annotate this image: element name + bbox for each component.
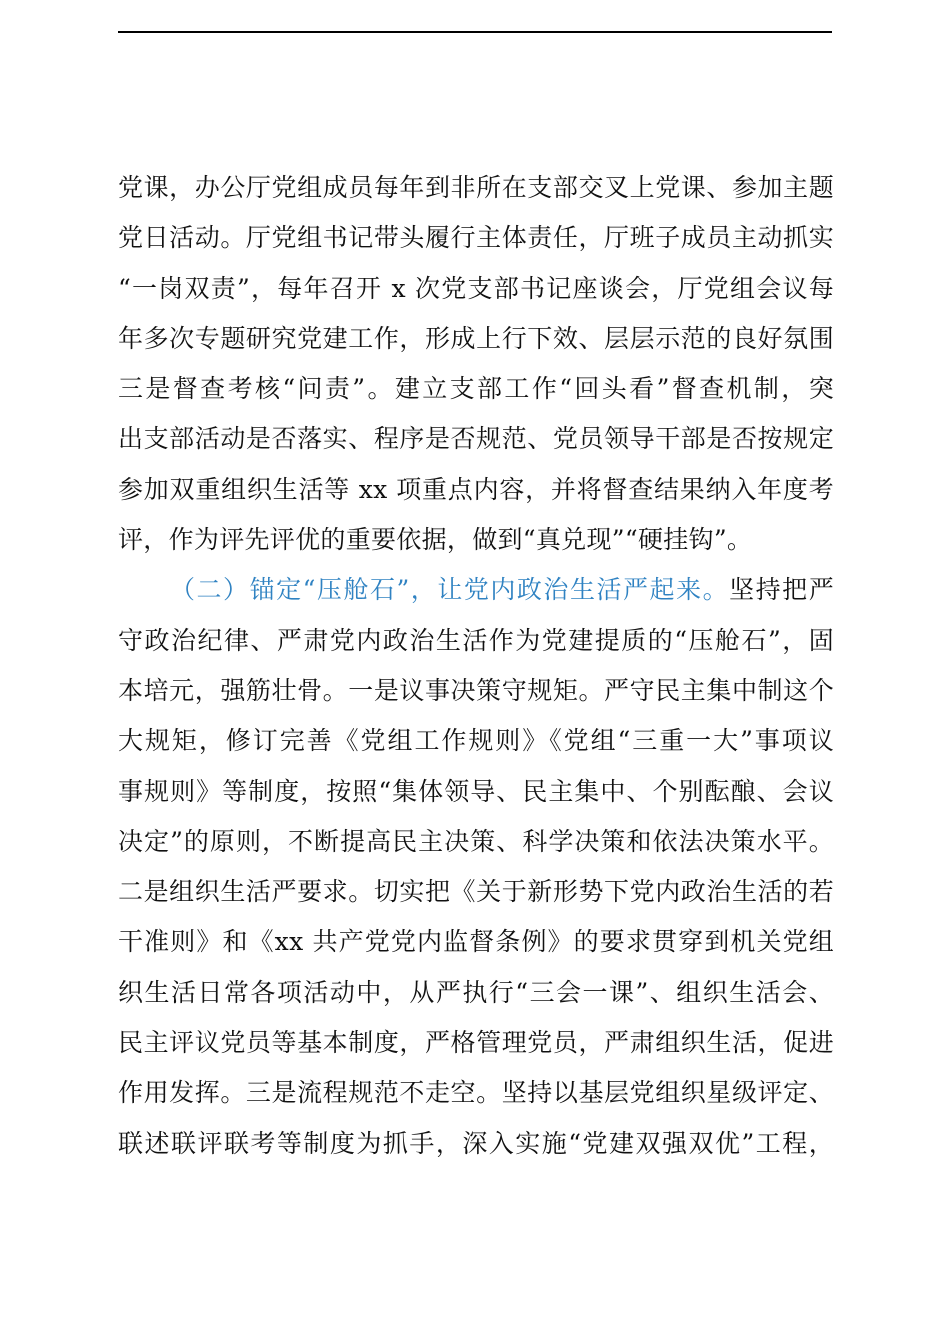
paragraph-line: 干准则》和《xx 共产党党内监督条例》的要求贯穿到机关党组 xyxy=(118,927,834,957)
paragraph-line: 本培元，强筋壮骨。一是议事决策守规矩。严守民主集中制这个 xyxy=(118,675,834,705)
paragraph-line: 事规则》等制度，按照“集体领导、民主集中、个别酝酿、会议 xyxy=(118,776,834,806)
paragraph-line: 作用发挥。三是流程规范不走空。坚持以基层党组织星级评定、 xyxy=(118,1078,834,1108)
paragraph-line: 守政治纪律、严肃党内政治生活作为党建提质的“压舱石”，固 xyxy=(118,625,834,655)
paragraph-line: 联述联评联考等制度为抓手，深入实施“党建双强双优”工程， xyxy=(118,1128,834,1158)
section-heading-line xyxy=(118,565,834,615)
section-heading: （二）锚定“压舱石”，让党内政治生活严起来。 xyxy=(170,575,730,605)
section-heading-continuation: 坚持把严 xyxy=(729,575,834,605)
paragraph-line: 评，作为评先评优的重要依据，做到“真兑现”“硬挂钩”。 xyxy=(118,525,753,555)
paragraph-line: 年多次专题研究党建工作，形成上行下效、层层示范的良好氛围 xyxy=(118,323,834,353)
paragraph-line: 党课，办公厅党组成员每年到非所在支部交叉上党课、参加主题 xyxy=(118,173,834,202)
document-body xyxy=(118,163,834,1169)
paragraph-line: 二是组织生活严要求。切实把《关于新形势下党内政治生活的若 xyxy=(118,877,834,907)
header-rule xyxy=(118,31,832,33)
paragraph-line: 参加双重组织生活等 xx 项重点内容，并将督查结果纳入年度考 xyxy=(118,474,834,504)
paragraph-line: 党日活动。厅党组书记带头履行主体责任，厅班子成员主动抓实 xyxy=(118,223,834,253)
paragraph-line: 大规矩，修订完善《党组工作规则》《党组“三重一大”事项议 xyxy=(118,726,834,756)
paragraph-line: 三是督查考核“问责”。建立支部工作“回头看”督查机制，突 xyxy=(118,374,834,404)
paragraph-line: 出支部活动是否落实、程序是否规范、党员领导干部是否按规定 xyxy=(118,424,834,454)
paragraph-line: “一岗双责”，每年召开 x 次党支部书记座谈会，厅党组会议每 xyxy=(118,273,834,303)
paragraph-line: 织生活日常各项活动中，从严执行“三会一课”、组织生活会、 xyxy=(118,977,834,1007)
paragraph-line: 决定”的原则，不断提高民主决策、科学决策和依法决策水平。 xyxy=(118,826,834,856)
paragraph-line: 民主评议党员等基本制度，严格管理党员，严肃组织生活，促进 xyxy=(118,1028,834,1058)
